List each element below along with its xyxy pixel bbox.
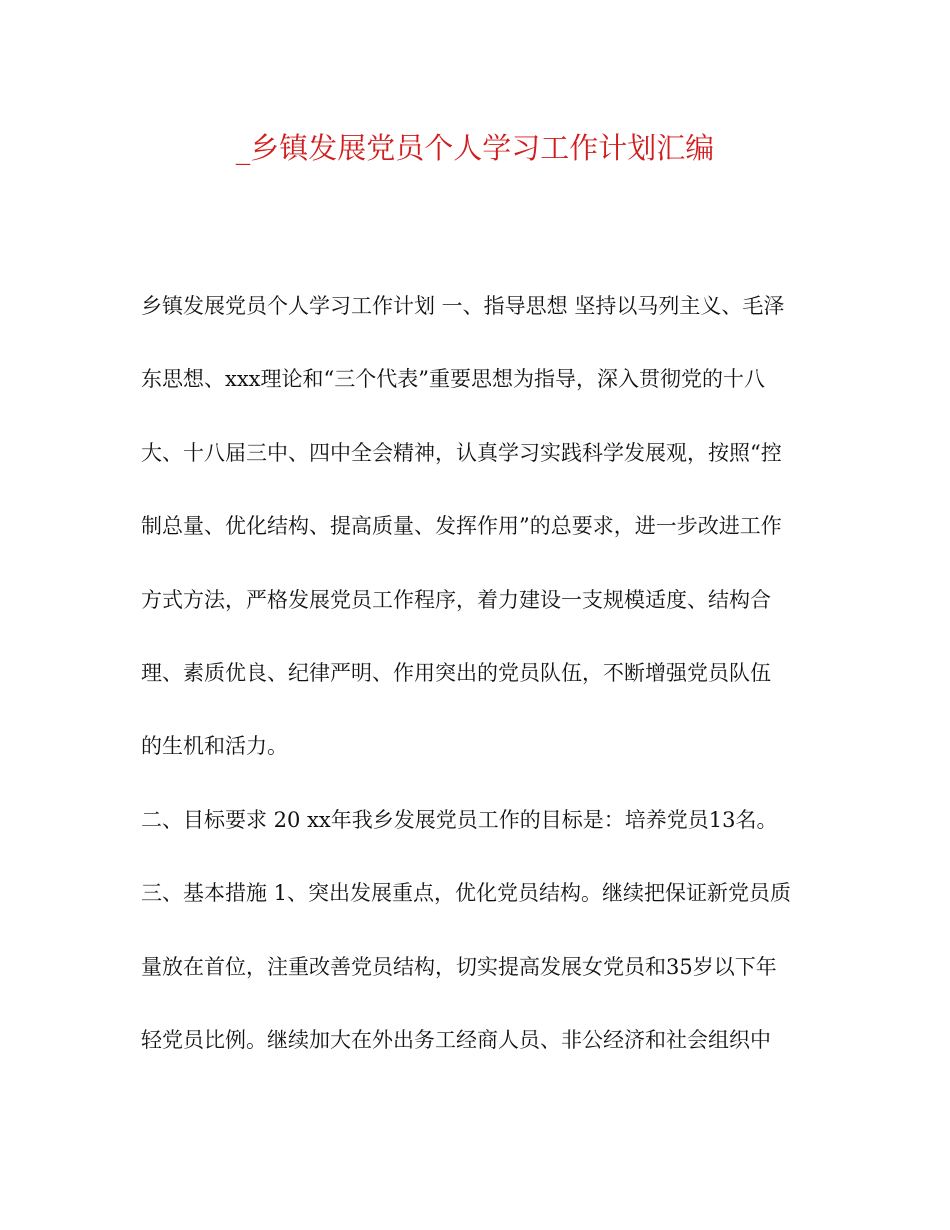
body-line-9: 三、基本措施 1、突出发展重点，优化党员结构。继续把保证新党员质 [141, 881, 792, 906]
body-line-7: 的生机和活力。 [141, 734, 288, 759]
body-line-6: 理、素质优良、纪律严明、作用突出的党员队伍，不断增强党员队伍 [141, 660, 771, 685]
document-body [141, 286, 821, 1093]
document-title: _乡镇发展党员个人学习工作计划汇编 [235, 131, 715, 165]
body-line-8: 二、目标要求 20 xx年我乡发展党员工作的目标是：培养党员13名。 [141, 807, 778, 832]
body-line-1: 乡镇发展党员个人学习工作计划 一、指导思想 坚持以马列主义、毛泽 [141, 294, 785, 318]
body-line-5: 方式方法，严格发展党员工作程序，着力建设一支规模适度、结构合 [141, 587, 771, 612]
body-line-4: 制总量、优化结构、提高质量、发挥作用”的总要求，进一步改进工作 [141, 514, 782, 539]
body-line-3: 大、十八届三中、四中全会精神，认真学习实践科学发展观，按照“控 [141, 440, 782, 465]
body-line-2: 东思想、xxx理论和“三个代表”重要思想为指导，深入贯彻党的十八 [141, 367, 765, 392]
body-line-10: 量放在首位，注重改善党员结构，切实提高发展女党员和35岁以下年 [141, 954, 777, 979]
body-line-11: 轻党员比例。继续加大在外出务工经商人员、非公经济和社会组织中 [141, 1027, 771, 1052]
